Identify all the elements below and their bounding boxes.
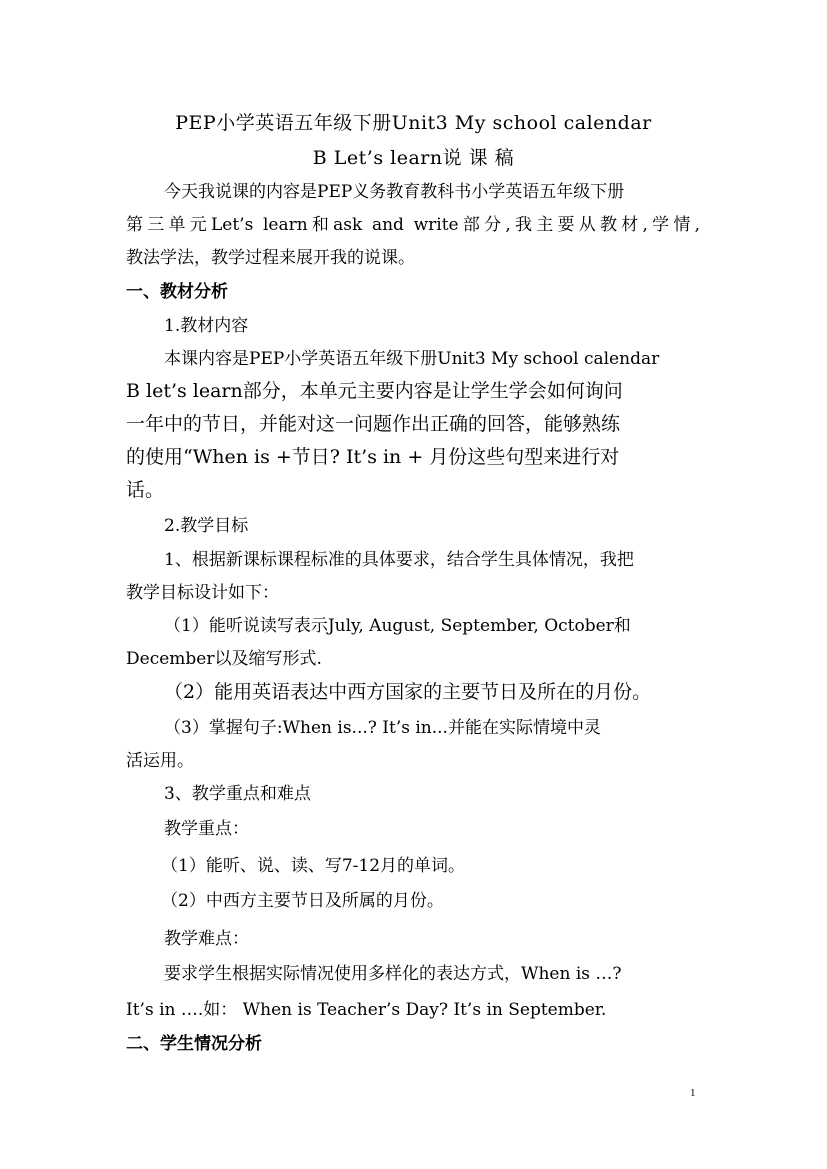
- doc-title-line2: B Let’s learn说 课 稿: [312, 147, 515, 169]
- key-point-2: （2）中西方主要节日及所属的月份。: [161, 891, 444, 911]
- text-line: 活运用。: [126, 751, 194, 771]
- text-line: 1、根据新课标课程标准的具体要求，结合学生具体情况，我把: [164, 550, 634, 570]
- section-heading: 一、教材分析: [126, 282, 228, 302]
- text-line: B let’s learn部分，本单元主要内容是让学生学会如何询问: [126, 380, 623, 402]
- text-line: 本课内容是PEP小学英语五年级下册Unit3 My school calendar: [164, 349, 660, 369]
- text-line: 教学目标设计如下：: [126, 583, 279, 603]
- section-heading: 二、学生情况分析: [126, 1034, 262, 1054]
- key-points-label: 教学重点：: [164, 819, 249, 839]
- text-line: December以及缩写形式.: [126, 649, 322, 669]
- text-line: （3）掌握句子:When is...? It’s in...并能在实际情境中灵: [164, 718, 601, 738]
- sub-heading: 2.教学目标: [164, 516, 249, 536]
- difficult-label: 教学难点：: [164, 929, 249, 949]
- goal-2: （2）能用英语表达中西方国家的主要节日及所在的月份。: [164, 681, 652, 703]
- doc-title-line1: PEP小学英语五年级下册Unit3 My school calendar: [175, 112, 652, 134]
- text-line: （1）能听说读写表示July, August, September, October和: [164, 616, 631, 636]
- sub-heading: 3、教学重点和难点: [164, 784, 311, 804]
- text-line: 的使用“When is +节日? It’s in + 月份这些句型来进行对: [126, 446, 620, 468]
- text-line: 教法学法，教学过程来展开我的说课。: [126, 248, 415, 268]
- text-line: 要求学生根据实际情况使用多样化的表达方式，When is …?: [164, 964, 622, 984]
- key-point-1: （1）能听、说、读、写7-12月的单词。: [161, 856, 466, 876]
- text-line: 今天我说课的内容是PEP义务教育教科书小学英语五年级下册: [164, 182, 625, 202]
- text-line: It’s in ….如： When is Teacher’s Day? It’s in September.: [126, 1000, 607, 1020]
- text-line: 一年中的节日，并能对这一问题作出正确的回答，能够熟练: [126, 413, 621, 435]
- sub-heading: 1.教材内容: [164, 316, 249, 336]
- text-line: 第三单元Let’s learn和ask and write部分,我主要从教材,学情,: [126, 215, 700, 235]
- page-number: 1: [690, 1087, 696, 1099]
- text-line: 话。: [126, 479, 165, 501]
